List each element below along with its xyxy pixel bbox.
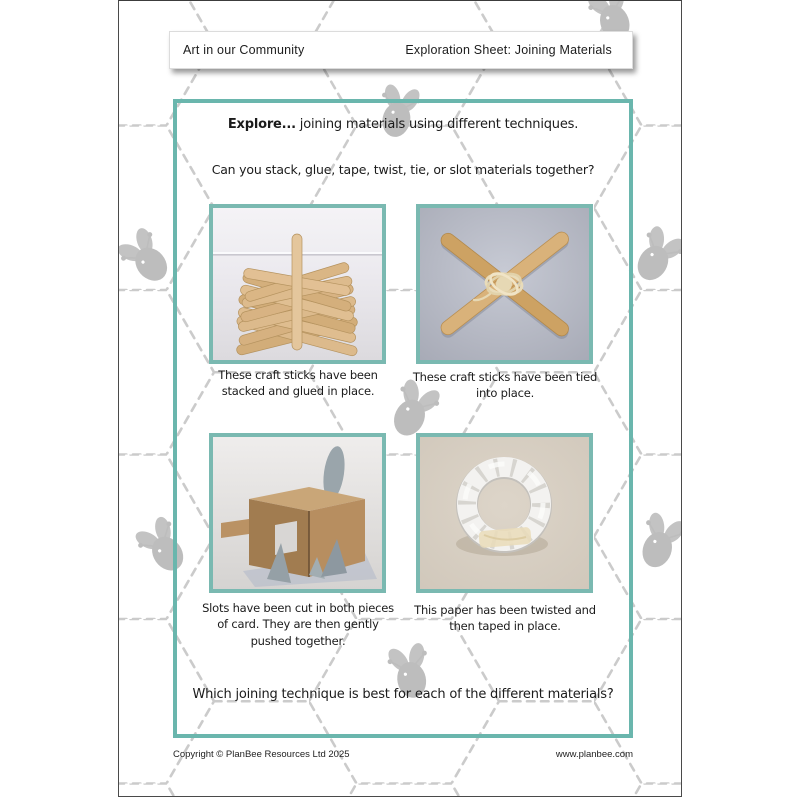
caption-stacked: These craft sticks have been stacked and glued in place. [218,368,378,399]
photo-stacked-craft-sticks [209,204,386,364]
closing-question: Which joining technique is best for each of the different materials? [192,687,614,702]
website-link[interactable]: www.planbee.com [555,749,633,760]
worksheet-page [118,0,682,797]
explore-subtitle: Can you stack, glue, tape, twist, tie, or slot materials together? [211,162,595,177]
explore-title [177,117,629,132]
explore-title-bold: Explore... [227,117,296,132]
caption-tied: These craft sticks have been tied into place. [412,370,598,401]
photo-twisted-paper-ring [416,433,593,593]
photo-tied-craft-sticks [416,204,593,364]
caption-twisted: This paper has been twisted and then taped in place. [414,603,596,634]
explore-title-rest: joining materials using different techniques. [295,117,579,132]
copyright-text: Copyright © PlanBee Resources Ltd 2025 [173,749,350,760]
exploration-panel [173,99,633,738]
header-sheet-title: Exploration Sheet: Joining Materials [405,43,612,57]
footer-bar [173,749,633,760]
header-unit-title: Art in our Community [183,43,305,57]
photo-slotted-card [209,433,386,593]
header-bar [169,31,633,69]
caption-slotted: Slots have been cut in both pieces of card. They are then gently pushed together. [202,601,394,648]
